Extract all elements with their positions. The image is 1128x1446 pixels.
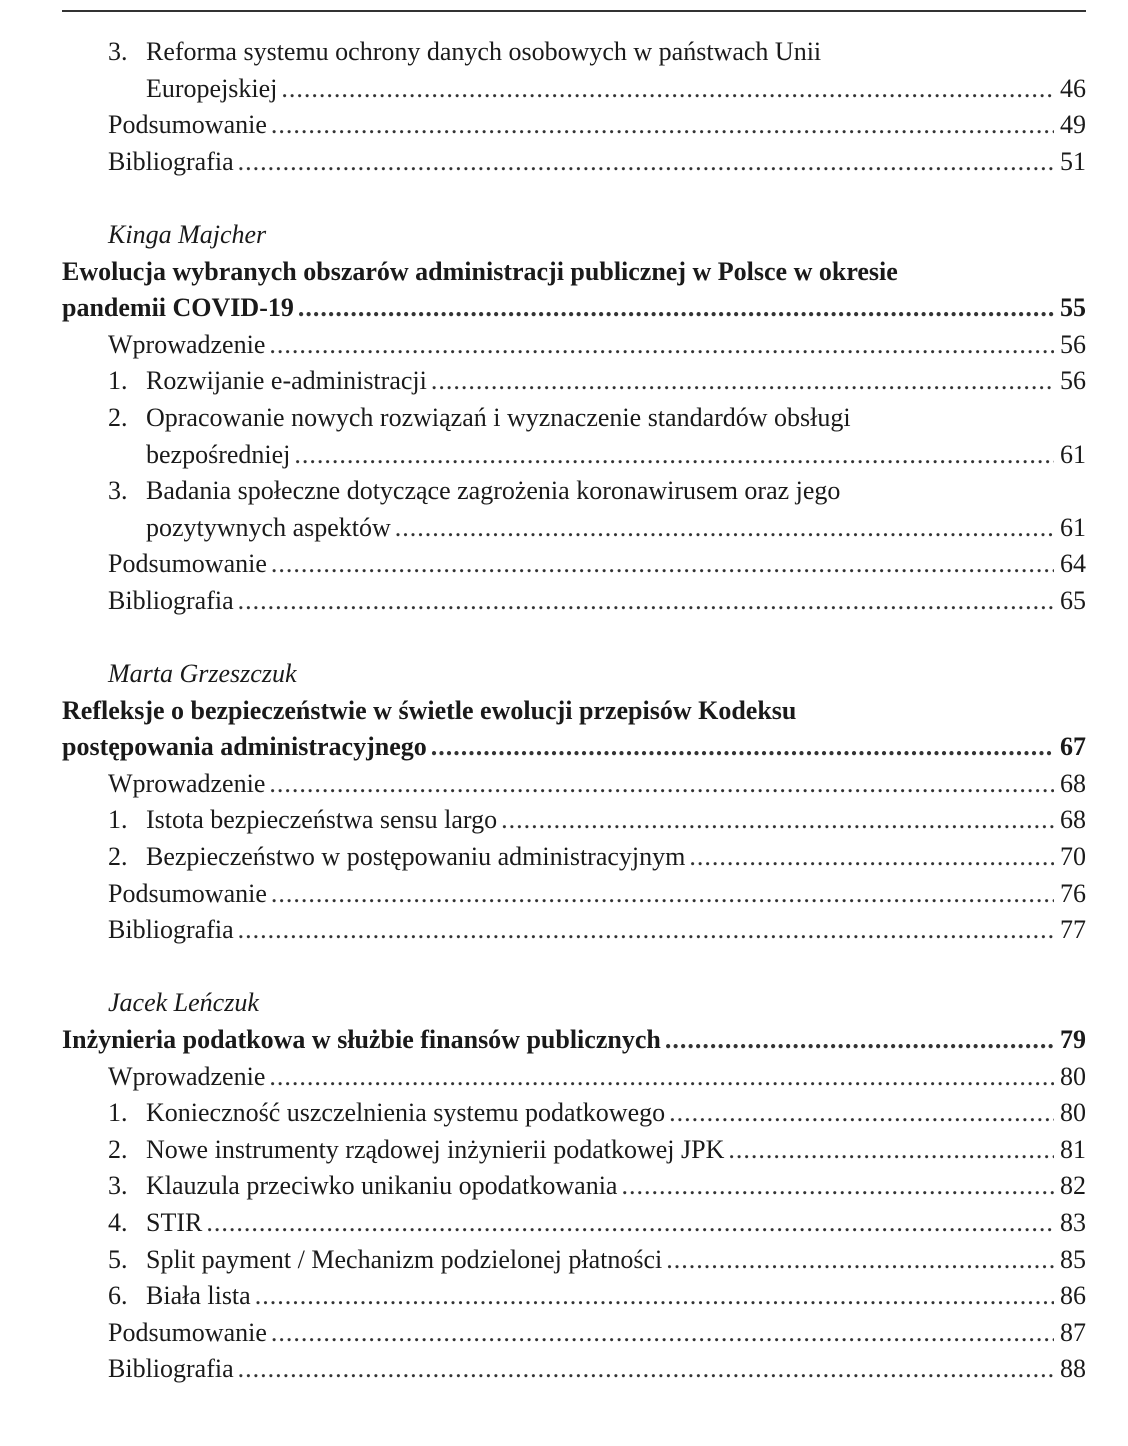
toc-entry-item[interactable] bbox=[62, 1095, 1086, 1132]
entry-title: Bibliografia bbox=[108, 585, 234, 615]
page-number: 81 bbox=[1060, 1134, 1086, 1164]
toc-entry-item[interactable] bbox=[62, 1278, 1086, 1315]
chapter-author: Jacek Leńczuk bbox=[108, 988, 259, 1018]
page-number: 88 bbox=[1060, 1354, 1086, 1384]
entry-title bbox=[108, 1095, 665, 1132]
entry-text: Opracowanie nowych rozwiązań i wyznaczenie standardów obsługi bbox=[146, 402, 851, 432]
page-number: 76 bbox=[1060, 878, 1086, 908]
entry-title bbox=[108, 363, 427, 400]
entry-number: 6. bbox=[108, 1281, 128, 1311]
toc-entry-summary[interactable] bbox=[62, 107, 1086, 144]
table-of-contents bbox=[62, 34, 1086, 1388]
page-number: 68 bbox=[1060, 805, 1086, 835]
dot-leader bbox=[728, 1132, 1054, 1169]
dot-leader bbox=[294, 437, 1054, 474]
dot-leader bbox=[206, 1205, 1054, 1242]
entry-number: 2. bbox=[108, 1134, 128, 1164]
chapter-title-line2[interactable] bbox=[62, 290, 1086, 327]
toc-entry-reform-line1[interactable] bbox=[62, 34, 1086, 71]
entry-text: STIR bbox=[146, 1208, 203, 1237]
entry-title-cont: Europejskiej bbox=[146, 73, 278, 103]
toc-entry-item-line2[interactable] bbox=[62, 510, 1086, 547]
chapter-title-line1[interactable]: Refleksje o bezpieczeństwie w świetle ewolucji przepisów Kodeksu bbox=[62, 695, 797, 725]
chapter-title[interactable] bbox=[62, 1022, 1086, 1059]
toc-entry-bibliography[interactable] bbox=[62, 144, 1086, 181]
dot-leader bbox=[669, 1095, 1054, 1132]
page-number: 82 bbox=[1060, 1171, 1086, 1201]
page-number: 68 bbox=[1060, 768, 1086, 798]
dot-leader bbox=[431, 363, 1054, 400]
toc-entry-item-line1[interactable] bbox=[62, 473, 1086, 510]
page-number: 65 bbox=[1060, 585, 1086, 615]
chapter-title-cont: pandemii COVID-19 bbox=[62, 293, 294, 323]
toc-entry-item-line1[interactable] bbox=[62, 400, 1086, 437]
toc-entry-intro[interactable] bbox=[62, 1059, 1086, 1096]
toc-entry-bibliography[interactable] bbox=[62, 583, 1086, 620]
dot-leader bbox=[238, 144, 1054, 181]
dot-leader bbox=[666, 1242, 1054, 1279]
entry-number: 1. bbox=[108, 366, 128, 396]
entry-title: Podsumowanie bbox=[108, 110, 267, 140]
toc-entry-intro[interactable] bbox=[62, 766, 1086, 803]
toc-entry-item[interactable] bbox=[62, 1168, 1086, 1205]
page-number: 85 bbox=[1060, 1244, 1086, 1274]
dot-leader bbox=[298, 290, 1054, 327]
entry-title bbox=[108, 1205, 202, 1242]
entry-number: 3. bbox=[108, 476, 128, 506]
chapter-title-line1[interactable]: Ewolucja wybranych obszarów administracji publicznej w Polsce w okresie bbox=[62, 256, 898, 286]
entry-title: Wprowadzenie bbox=[108, 1061, 266, 1091]
dot-leader bbox=[269, 327, 1054, 364]
entry-title bbox=[108, 802, 497, 839]
toc-entry-item[interactable] bbox=[62, 1242, 1086, 1279]
entry-text: Badania społeczne dotyczące zagrożenia koronawirusem oraz jego bbox=[146, 476, 841, 506]
page-number: 46 bbox=[1060, 73, 1086, 103]
page-number: 77 bbox=[1060, 915, 1086, 945]
page-number: 86 bbox=[1060, 1281, 1086, 1311]
toc-entry-item-line2[interactable] bbox=[62, 437, 1086, 474]
dot-leader bbox=[501, 802, 1054, 839]
page-number: 61 bbox=[1060, 439, 1086, 469]
entry-title: Wprowadzenie bbox=[108, 768, 266, 798]
entry-title bbox=[108, 1168, 617, 1205]
dot-leader bbox=[689, 839, 1054, 876]
dot-leader bbox=[281, 71, 1054, 108]
page-number: 51 bbox=[1060, 146, 1086, 176]
entry-text-cont: pozytywnych aspektów bbox=[146, 512, 391, 542]
toc-entry-item[interactable] bbox=[62, 1205, 1086, 1242]
entry-number: 2. bbox=[108, 842, 128, 872]
chapter-author: Kinga Majcher bbox=[108, 219, 267, 249]
page-number: 64 bbox=[1060, 549, 1086, 579]
toc-entry-summary[interactable] bbox=[62, 876, 1086, 913]
entry-number: 5. bbox=[108, 1244, 128, 1274]
entry-title: Podsumowanie bbox=[108, 549, 267, 579]
dot-leader bbox=[271, 876, 1054, 913]
dot-leader bbox=[431, 729, 1054, 766]
entry-number: 3. bbox=[108, 1171, 128, 1201]
entry-text: Rozwijanie e-administracji bbox=[146, 366, 427, 396]
dot-leader bbox=[621, 1168, 1054, 1205]
dot-leader bbox=[269, 1059, 1054, 1096]
dot-leader bbox=[238, 1351, 1054, 1388]
dot-leader bbox=[271, 107, 1054, 144]
entry-text-cont: bezpośredniej bbox=[146, 439, 291, 469]
toc-entry-item[interactable] bbox=[62, 1132, 1086, 1169]
entry-title bbox=[108, 1278, 251, 1315]
toc-entry-item[interactable] bbox=[62, 363, 1086, 400]
dot-leader bbox=[271, 1315, 1054, 1352]
toc-entry-item[interactable] bbox=[62, 802, 1086, 839]
entry-number: 4. bbox=[108, 1208, 128, 1237]
entry-title bbox=[108, 1132, 724, 1169]
dot-leader bbox=[271, 546, 1054, 583]
entry-text: Split payment / Mechanizm podzielonej płatności bbox=[146, 1244, 663, 1274]
entry-title: Wprowadzenie bbox=[108, 329, 266, 359]
entry-title bbox=[108, 1242, 662, 1279]
chapter-author: Marta Grzeszczuk bbox=[108, 659, 297, 689]
page-number: 55 bbox=[1060, 293, 1086, 323]
entry-title: Bibliografia bbox=[108, 1354, 234, 1384]
dot-leader bbox=[238, 912, 1054, 949]
entry-number: 1. bbox=[108, 805, 128, 835]
page-number: 87 bbox=[1060, 1317, 1086, 1347]
dot-leader bbox=[269, 766, 1054, 803]
entry-text: Bezpieczeństwo w postępowaniu administracyjnym bbox=[146, 842, 686, 872]
chapter-title-text: Inżynieria podatkowa w służbie finansów publicznych bbox=[62, 1025, 661, 1055]
toc-entry-item[interactable] bbox=[62, 839, 1086, 876]
chapter-title-cont: postępowania administracyjnego bbox=[62, 732, 427, 762]
entry-number: 2. bbox=[108, 402, 128, 432]
page-number: 61 bbox=[1060, 512, 1086, 542]
entry-title: Podsumowanie bbox=[108, 878, 267, 908]
entry-number: 1. bbox=[108, 1098, 128, 1128]
toc-entry-summary[interactable] bbox=[62, 1315, 1086, 1352]
page-number: 56 bbox=[1060, 329, 1086, 359]
toc-entry-bibliography[interactable] bbox=[62, 1351, 1086, 1388]
chapter-title-line2[interactable] bbox=[62, 729, 1086, 766]
entry-text: Istota bezpieczeństwa sensu largo bbox=[146, 805, 498, 835]
entry-text: Konieczność uszczelnienia systemu podatkowego bbox=[146, 1098, 666, 1128]
page-number: 67 bbox=[1060, 732, 1086, 762]
page-number: 79 bbox=[1060, 1025, 1086, 1055]
page-number: 56 bbox=[1060, 366, 1086, 396]
toc-entry-reform-line2[interactable] bbox=[62, 71, 1086, 108]
toc-entry-bibliography[interactable] bbox=[62, 912, 1086, 949]
page-number: 80 bbox=[1060, 1098, 1086, 1128]
entry-title bbox=[108, 839, 685, 876]
page-number: 83 bbox=[1060, 1208, 1086, 1237]
toc-entry-intro[interactable] bbox=[62, 327, 1086, 364]
dot-leader bbox=[238, 583, 1054, 620]
entry-title: Bibliografia bbox=[108, 146, 234, 176]
entry-text: Nowe instrumenty rządowej inżynierii podatkowej JPK bbox=[146, 1134, 725, 1164]
page-number: 49 bbox=[1060, 110, 1086, 140]
entry-title: Podsumowanie bbox=[108, 1317, 267, 1347]
entry-title: Bibliografia bbox=[108, 915, 234, 945]
top-rule bbox=[62, 10, 1086, 12]
entry-text: Biała lista bbox=[146, 1281, 251, 1311]
entry-text: Klauzula przeciwko unikaniu opodatkowania bbox=[146, 1171, 618, 1201]
dot-leader bbox=[255, 1278, 1054, 1315]
entry-title: Reforma systemu ochrony danych osobowych w państwach Unii bbox=[146, 37, 822, 66]
dot-leader bbox=[395, 510, 1054, 547]
toc-entry-summary[interactable] bbox=[62, 546, 1086, 583]
entry-number: 3. bbox=[108, 37, 128, 66]
page-number: 80 bbox=[1060, 1061, 1086, 1091]
dot-leader bbox=[665, 1022, 1054, 1059]
page-number: 70 bbox=[1060, 842, 1086, 872]
